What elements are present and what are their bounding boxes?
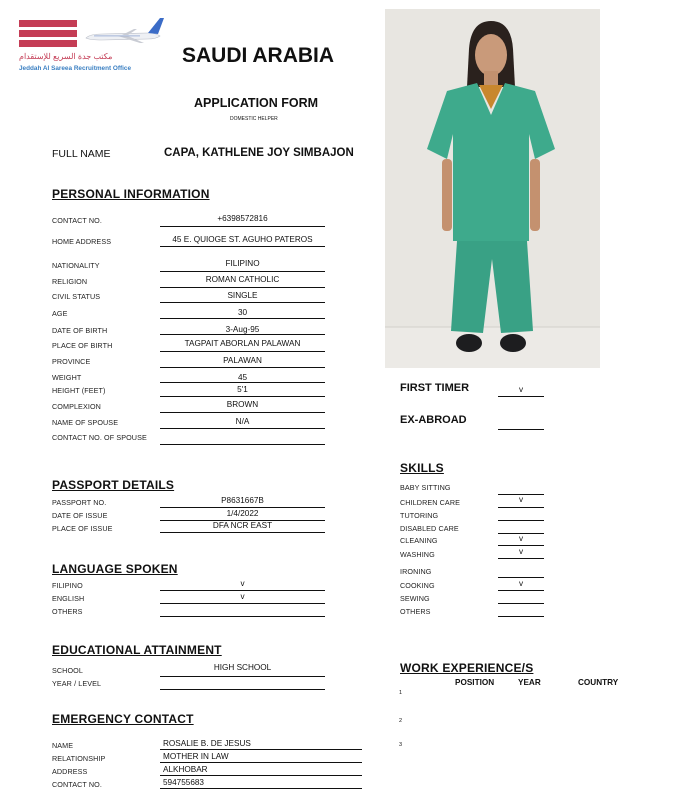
field-label: PLACE OF BIRTH — [52, 341, 113, 350]
civil-status-field[interactable]: SINGLE — [227, 291, 258, 300]
field-label: DATE OF ISSUE — [52, 511, 108, 520]
field-label: PLACE OF ISSUE — [52, 524, 113, 533]
children-care-checkmark[interactable]: v — [518, 495, 524, 504]
field-underline — [160, 676, 325, 677]
school-field[interactable]: HIGH SCHOOL — [213, 663, 272, 672]
skill-label: TUTORING — [400, 511, 439, 520]
field-label: NATIONALITY — [52, 261, 100, 270]
emergency-address-field[interactable]: ALKHOBAR — [163, 765, 208, 774]
skill-label: IRONING — [400, 567, 432, 576]
field-underline — [498, 545, 544, 546]
field-underline — [498, 590, 544, 591]
full-name-value: CAPA, KATHLENE JOY SIMBAJON — [164, 147, 354, 159]
skill-label: DISABLED CARE — [400, 524, 459, 533]
field-label: COMPLEXION — [52, 402, 101, 411]
field-label: CONTACT NO. OF SPOUSE — [52, 433, 147, 442]
passport-details-heading: PASSPORT DETAILS — [52, 478, 175, 492]
place-of-birth-field[interactable]: TAGPAIT ABORLAN PALAWAN — [184, 339, 301, 348]
field-label: RELATIONSHIP — [52, 754, 106, 763]
country-title: SAUDI ARABIA — [182, 44, 335, 67]
skill-label: COOKING — [400, 581, 435, 590]
field-underline — [160, 788, 362, 789]
skill-label: CLEANING — [400, 536, 438, 545]
field-underline — [160, 287, 325, 288]
field-label: CONTACT NO. — [52, 780, 102, 789]
logo-stripe — [19, 20, 77, 27]
field-underline — [160, 318, 325, 319]
cleaning-checkmark[interactable]: v — [518, 534, 524, 543]
field-underline — [498, 520, 544, 521]
weight-field[interactable]: 45 — [237, 373, 248, 382]
field-underline — [160, 749, 362, 750]
field-underline — [160, 428, 325, 429]
field-underline — [498, 429, 544, 430]
work-row-number: 2 — [399, 718, 403, 724]
field-label: HEIGHT (FEET) — [52, 386, 106, 395]
work-row-number: 3 — [399, 742, 403, 748]
field-label: NAME — [52, 741, 74, 750]
emergency-name-field[interactable]: ROSALIE B. DE JESUS — [163, 739, 251, 748]
place-of-issue-field[interactable]: DFA NCR EAST — [212, 521, 273, 530]
home-address-field[interactable]: 45 E. QUIOGE ST. AGUHO PATEROS — [172, 235, 313, 244]
cooking-checkmark[interactable]: v — [518, 579, 524, 588]
field-underline — [160, 246, 325, 247]
field-label: YEAR / LEVEL — [52, 679, 102, 688]
field-underline — [498, 507, 544, 508]
field-label: HOME ADDRESS — [52, 237, 112, 246]
complexion-field[interactable]: BROWN — [226, 400, 259, 409]
field-underline — [498, 558, 544, 559]
date-of-birth-field[interactable]: 3-Aug-95 — [225, 325, 260, 334]
field-underline — [160, 334, 325, 335]
field-underline — [160, 507, 325, 508]
emergency-relationship-field[interactable]: MOTHER IN LAW — [163, 752, 229, 761]
height-field[interactable]: 5'1 — [237, 385, 248, 394]
field-underline — [160, 775, 362, 776]
field-underline — [160, 616, 325, 617]
first-timer-checkmark[interactable]: v — [518, 385, 524, 394]
field-underline — [160, 532, 325, 533]
skill-label: OTHERS — [400, 607, 431, 616]
personal-information-heading: PERSONAL INFORMATION — [52, 187, 210, 201]
field-underline — [160, 271, 325, 272]
logo-arabic-text: مكتب جدة السريع للإستقدام — [19, 52, 113, 61]
name-of-spouse-field[interactable]: N/A — [235, 417, 250, 426]
airplane-icon — [82, 14, 168, 48]
field-underline — [160, 590, 325, 591]
field-label: CONTACT NO. — [52, 216, 102, 225]
field-underline — [160, 396, 325, 397]
date-of-issue-field[interactable]: 1/4/2022 — [226, 509, 259, 518]
applicant-photo — [385, 9, 600, 368]
emergency-contact-heading: EMERGENCY CONTACT — [52, 712, 194, 726]
field-label: ENGLISH — [52, 594, 85, 603]
field-label: ADDRESS — [52, 767, 88, 776]
field-underline — [160, 226, 325, 227]
field-label: WEIGHT — [52, 373, 82, 382]
skill-label: CHILDREN CARE — [400, 498, 461, 507]
field-underline — [498, 603, 544, 604]
field-underline — [160, 351, 325, 352]
skill-label: BABY SITTING — [400, 483, 451, 492]
logo-english-text: Jeddah Al Sareea Recruitment Office — [19, 65, 131, 72]
language-spoken-heading: LANGUAGE SPOKEN — [52, 562, 178, 576]
field-underline — [498, 616, 544, 617]
field-label: RELIGION — [52, 277, 88, 286]
field-label: CIVIL STATUS — [52, 292, 101, 301]
field-underline — [160, 603, 325, 604]
educational-attainment-heading: EDUCATIONAL ATTAINMENT — [52, 643, 222, 657]
field-underline — [160, 382, 325, 383]
contact-no-field[interactable]: +6398572816 — [217, 214, 268, 223]
province-field[interactable]: PALAWAN — [223, 356, 262, 365]
field-underline — [160, 444, 325, 445]
field-label: SCHOOL — [52, 666, 83, 675]
logo-stripe — [19, 30, 77, 37]
field-underline — [160, 302, 325, 303]
column-header-country: COUNTRY — [578, 678, 619, 687]
field-label: PROVINCE — [52, 357, 91, 366]
field-label: NAME OF SPOUSE — [52, 418, 119, 427]
passport-no-field[interactable]: P8631667B — [221, 496, 264, 505]
ex-abroad-label: EX-ABROAD — [400, 414, 467, 426]
logo-stripe — [19, 40, 77, 47]
field-label: OTHERS — [52, 607, 83, 616]
work-row-number: 1 — [399, 690, 403, 696]
full-name-label: FULL NAME — [52, 148, 111, 160]
emergency-contact-no-field[interactable]: 594755683 — [163, 778, 204, 787]
field-underline — [160, 367, 325, 368]
column-header-year: YEAR — [518, 678, 541, 687]
form-subtitle: DOMESTIC HELPER — [230, 116, 278, 122]
religion-field[interactable]: ROMAN CATHOLIC — [205, 275, 280, 284]
field-underline — [498, 396, 544, 397]
first-timer-label: FIRST TIMER — [400, 382, 470, 394]
work-experience-heading: WORK EXPERIENCE/S — [400, 661, 534, 675]
field-underline — [160, 689, 325, 690]
field-underline — [160, 412, 325, 413]
age-field[interactable]: 30 — [237, 308, 248, 317]
field-underline — [498, 577, 544, 578]
washing-checkmark[interactable]: v — [518, 547, 524, 556]
skill-label: WASHING — [400, 550, 435, 559]
field-underline — [160, 762, 362, 763]
skill-label: SEWING — [400, 594, 430, 603]
filipino-checkmark[interactable]: v — [240, 579, 245, 588]
field-label: PASSPORT NO. — [52, 498, 107, 507]
field-label: AGE — [52, 309, 68, 318]
field-label: FILIPINO — [52, 581, 83, 590]
english-checkmark[interactable]: v — [240, 592, 245, 601]
applicant-photo-image — [385, 9, 600, 368]
field-label: DATE OF BIRTH — [52, 326, 108, 335]
form-title: APPLICATION FORM — [194, 96, 319, 110]
column-header-position: POSITION — [455, 678, 495, 687]
nationality-field[interactable]: FILIPINO — [225, 259, 260, 268]
skills-heading: SKILLS — [400, 461, 444, 475]
